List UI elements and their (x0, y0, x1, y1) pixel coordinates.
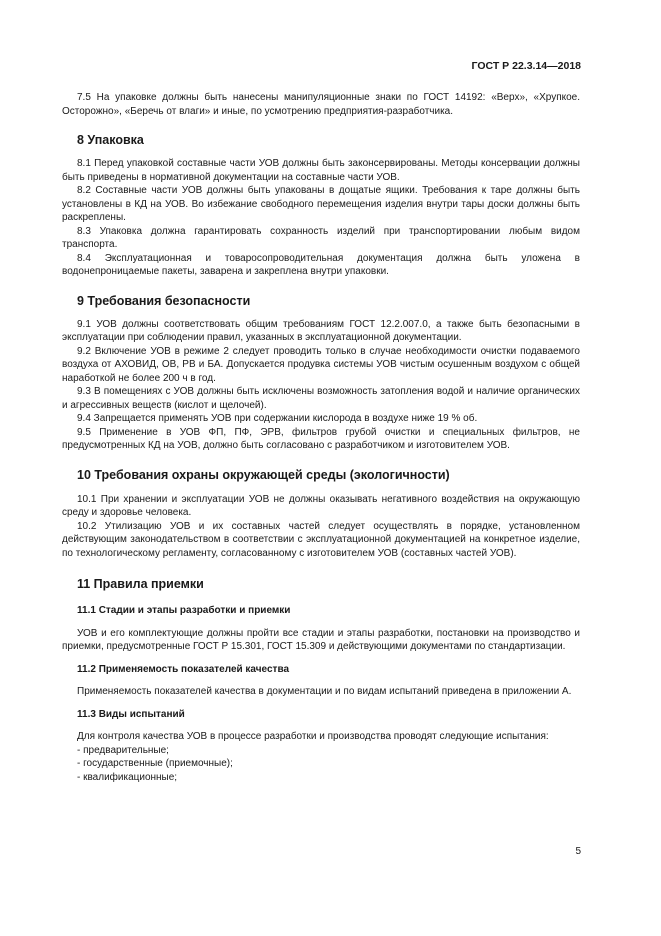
test-types-list (62, 744, 580, 785)
paragraph-10-2: 10.2 Утилизацию УОВ и их составных частей следует осуществлять в порядке, установленном действующим законодательством в соответствии с эксплуатационной документацией на конкретное изделие, по технологическому регламенту, согласованному с изготовителем УОВ (составных частей УОВ). (62, 520, 580, 559)
paragraph-8-3: 8.3 Упаковка должна гарантировать сохранность изделий при транспортировании любым видом транспорта. (62, 225, 580, 250)
paragraph-11-2: Применяемость показателей качества в документации и по видам испытаний приведена в приложении А. (77, 686, 572, 697)
list-item: - государственные (приемочные); (77, 758, 233, 769)
section-8-title: 8 Упаковка (77, 133, 144, 147)
paragraph-9-2: 9.2 Включение УОВ в режиме 2 следует проводить только в случае необходимости очистки подаваемого воздуха от АХОВИД, ОВ, РВ и БА. Допускается продувка системы УОВ чистым осушенным воздухом с общей наработкой не более 200 ч в год. (62, 345, 580, 384)
paragraph-7-5: 7.5 На упаковке должны быть нанесены манипуляционные знаки по ГОСТ 14192: «Верх», «Хрупкое. Осторожно», «Беречь от влаги» и иные, по усмотрению предприятия-разработчика. (62, 92, 580, 117)
paragraph-9-5: 9.5 Применение в УОВ ФП, ПФ, ЭРВ, фильтров грубой очистки и специальных фильтров, не предусмотренных КД на УОВ, должно быть согласовано с разработчиком и изготовителем УОВ. (62, 426, 580, 451)
section-11-title: 11 Правила приемки (77, 577, 204, 591)
list-item: - квалификационные; (77, 771, 178, 783)
list-item: - предварительные; (77, 744, 169, 756)
paragraph-9-3: 9.3 В помещениях с УОВ должны быть исключены возможность затопления водой и наличие органических и агрессивных веществ (кислот и щелочей). (62, 386, 580, 411)
document-header-id: ГОСТ Р 22.3.14—2018 (471, 60, 581, 72)
paragraph-10-1: 10.1 При хранении и эксплуатации УОВ не должны оказывать негативного воздействия на окружающую среду и здоровье человека. (62, 493, 580, 518)
paragraph-8-2: 8.2 Составные части УОВ должны быть упакованы в дощатые ящики. Требования к таре должны быть установлены в КД на УОВ. Во избежание свободного перемещения изделия внутри тары доски должны быть раскреплены. (62, 185, 580, 223)
paragraph-9-1: 9.1 УОВ должны соответствовать общим требованиям ГОСТ 12.2.007.0, а также быть безопасными в эксплуатации при соблюдении правил, указанных в эксплуатационной документации. (62, 318, 580, 343)
paragraph-9-4: 9.4 Запрещается применять УОВ при содержании кислорода в воздухе ниже 19 % об. (77, 413, 478, 424)
subsection-11-3-title: 11.3 Виды испытаний (77, 708, 185, 720)
paragraph-8-4: 8.4 Эксплуатационная и товаросопроводительная документация должна быть уложена в водонепроницаемые пакеты, заварена и закреплена внутри упаковки. (62, 252, 580, 277)
paragraph-11-3: Для контроля качества УОВ в процессе разработки и производства проводят следующие испытания: (77, 731, 549, 742)
document-body (62, 91, 580, 784)
section-10-title: 10 Требования охраны окружающей среды (экологичности) (77, 467, 450, 482)
paragraph-11-1: УОВ и его комплектующие должны пройти все стадии и этапы разработки, постановки на производство и приемки, предусмотренные ГОСТ Р 15.301, ГОСТ 15.309 и действующими документами по стандартизации. (62, 627, 580, 652)
page-number: 5 (575, 846, 581, 857)
paragraph-8-1: 8.1 Перед упаковкой составные части УОВ должны быть законсервированы. Методы консервации должны быть приведены в нормативной документации на составные части УОВ. (62, 158, 580, 183)
section-9-title: 9 Требования безопасности (77, 293, 251, 308)
subsection-11-2-title: 11.2 Применяемость показателей качества (77, 663, 290, 675)
subsection-11-1-title: 11.1 Стадии и этапы разработки и приемки (77, 605, 291, 616)
